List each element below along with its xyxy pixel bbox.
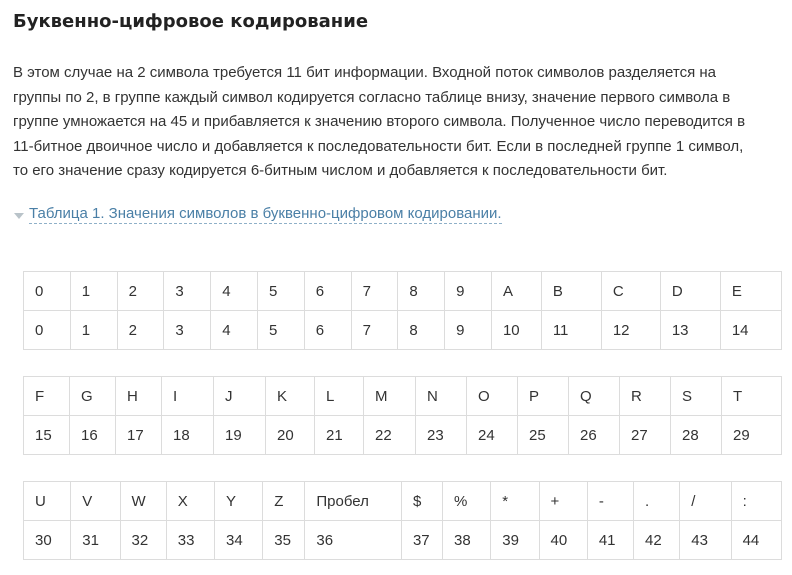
intro-line: то его значение сразу кодируется 6-битным числом и добавляется к последовательности бит. [13,162,668,179]
char-cell: E [720,272,781,311]
char-cell: - [587,482,633,521]
value-cell: 18 [162,416,214,455]
triangle-down-icon [14,213,24,219]
char-cell: M [364,377,416,416]
value-cell: 3 [164,311,211,350]
value-cell: 4 [211,311,258,350]
char-cell: T [722,377,782,416]
char-cell: 9 [445,272,492,311]
value-cell: 0 [24,311,71,350]
char-cell: A [491,272,541,311]
value-cell: 36 [305,521,402,560]
char-cell: F [24,377,70,416]
value-cell: 31 [71,521,120,560]
value-cell: 16 [70,416,116,455]
value-cell: 23 [416,416,467,455]
char-cell: $ [401,482,442,521]
char-cell: H [116,377,162,416]
value-cell: 33 [166,521,214,560]
char-cell: S [671,377,722,416]
char-cell: V [71,482,120,521]
value-cell: 38 [443,521,491,560]
value-cell: 44 [731,521,781,560]
value-cell: 41 [587,521,633,560]
value-cell: 35 [263,521,305,560]
intro-line: 11-битное двоичное число и добавляется к последовательности бит. Если в последней группе 1 символ, [13,137,744,155]
value-cell: 22 [364,416,416,455]
value-table-1 [23,271,782,350]
value-cell: 32 [120,521,166,560]
value-cell: 14 [720,311,781,350]
page-title: Буквенно-цифровое кодирование [13,11,369,32]
table-row-values [24,521,782,560]
table-row-chars [24,377,782,416]
value-cell: 25 [518,416,569,455]
value-cell: 20 [266,416,315,455]
char-cell: 2 [117,272,164,311]
table-row-values [24,416,782,455]
value-cell: 8 [398,311,445,350]
value-cell: 43 [680,521,731,560]
char-cell: R [620,377,671,416]
char-cell: L [315,377,364,416]
char-cell: U [24,482,71,521]
value-cell: 6 [304,311,351,350]
value-cell: 29 [722,416,782,455]
intro-paragraph [13,61,792,184]
value-cell: 19 [214,416,266,455]
value-cell: 11 [541,311,601,350]
char-cell: Q [569,377,620,416]
char-cell: Z [263,482,305,521]
char-cell: 4 [211,272,258,311]
char-cell: J [214,377,266,416]
value-cell: 28 [671,416,722,455]
char-cell: : [731,482,781,521]
value-cell: 10 [491,311,541,350]
value-cell: 40 [539,521,587,560]
value-cell: 15 [24,416,70,455]
value-table-3 [23,481,782,560]
value-cell: 7 [351,311,398,350]
table-row-chars [24,272,782,311]
char-cell: / [680,482,731,521]
char-cell: 6 [304,272,351,311]
char-cell: . [634,482,680,521]
value-cell: 34 [215,521,263,560]
char-cell: O [467,377,518,416]
char-cell: N [416,377,467,416]
table-caption-toggle[interactable] [14,205,502,224]
value-cell: 21 [315,416,364,455]
value-cell: 17 [116,416,162,455]
table-row-values [24,311,782,350]
char-cell: B [541,272,601,311]
value-cell: 13 [660,311,720,350]
char-cell: 0 [24,272,71,311]
value-cell: 2 [117,311,164,350]
value-cell: 42 [634,521,680,560]
char-cell: 5 [257,272,304,311]
value-cell: 37 [401,521,442,560]
char-cell: P [518,377,569,416]
char-cell: I [162,377,214,416]
intro-line: группы по 2, в группе каждый символ кодируется согласно таблице внизу, значение первого символа в [13,88,731,106]
value-cell: 24 [467,416,518,455]
value-table-2 [23,376,782,455]
char-cell: 8 [398,272,445,311]
value-cell: 1 [70,311,117,350]
char-cell: % [443,482,491,521]
intro-line: группе умножается на 45 и прибавляется к значению второго символа. Полученное число переводится в [13,113,746,130]
char-cell: 7 [351,272,398,311]
value-cell: 12 [601,311,660,350]
char-cell: X [166,482,214,521]
value-cell: 39 [491,521,539,560]
char-cell: D [660,272,720,311]
char-cell: K [266,377,315,416]
value-cell: 30 [24,521,71,560]
value-cell: 26 [569,416,620,455]
table-row-chars [24,482,782,521]
char-cell: + [539,482,587,521]
value-cell: 5 [257,311,304,350]
intro-line: В этом случае на 2 символа требуется 11 бит информации. Входной поток символов разделяется на [13,64,717,81]
char-cell: Y [215,482,263,521]
char-cell: 3 [164,272,211,311]
char-cell: C [601,272,660,311]
value-cell: 9 [445,311,492,350]
table-caption-link[interactable]: Таблица 1. Значения символов в буквенно-цифровом кодировании. [29,205,502,222]
value-cell: 27 [620,416,671,455]
char-cell: 1 [70,272,117,311]
char-cell: * [491,482,539,521]
char-cell: G [70,377,116,416]
char-cell: Пробел [305,482,402,521]
char-cell: W [120,482,166,521]
